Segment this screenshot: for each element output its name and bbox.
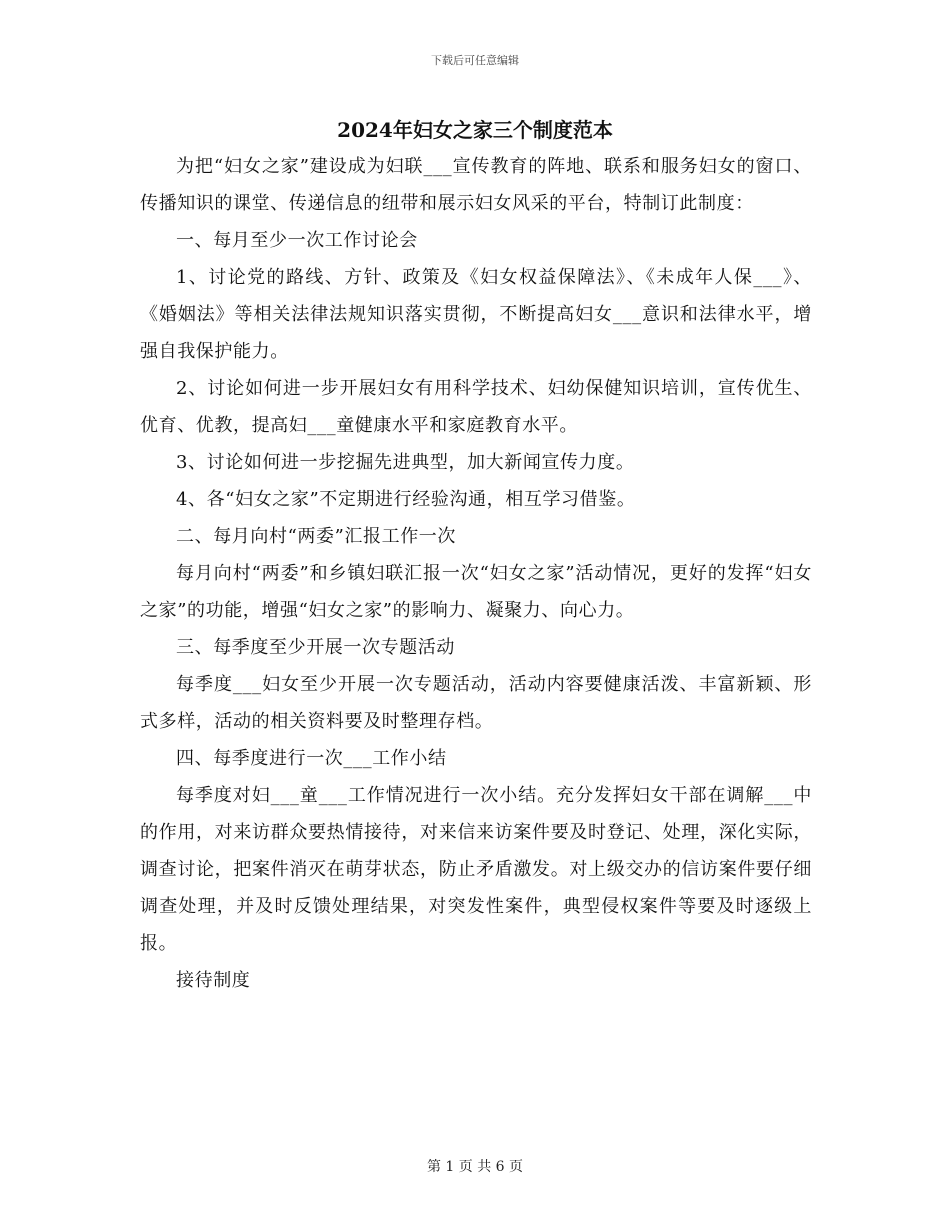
paragraph-item-3: 3、讨论如何进一步挖掘先进典型，加大新闻宣传力度。: [176, 452, 635, 473]
paragraph-intro: 为把“妇女之家”建设成为妇联___宣传教育的阵地、联系和服务妇女的窗口、传播知识的课堂、传递信息的纽带和展示妇女风采的平台，特制订此制度：: [140, 156, 812, 214]
paragraph-item-2: 2、讨论如何进一步开展妇女有用科学技术、妇幼保健知识培训，宣传优生、优育、优教，提高妇___童健康水平和家庭教育水平。: [140, 378, 812, 436]
section-heading-1: 一、每月至少一次工作讨论会: [176, 230, 418, 251]
document-title: 2024年妇女之家三个制度范本: [337, 118, 613, 142]
paragraph-section-2: 每月向村“两委”和乡镇妇联汇报一次“妇女之家”活动情况，更好的发挥“妇女之家”的功能，增强“妇女之家”的影响力、凝聚力、向心力。: [140, 563, 812, 621]
page-header-note: 下载后可任意编辑: [431, 54, 519, 67]
section-heading-3: 三、每季度至少开展一次专题活动: [176, 637, 455, 658]
paragraph-section-3: 每季度___妇女至少开展一次专题活动，活动内容要健康活泼、丰富新颖、形式多样，活动的相关资料要及时整理存档。: [140, 674, 812, 732]
section-heading-4: 四、每季度进行一次___工作小结: [176, 748, 447, 769]
paragraph-item-4: 4、各“妇女之家”不定期进行经验沟通，相互学习借鉴。: [176, 489, 636, 510]
page-number: 第 1 页 共 6 页: [426, 1159, 524, 1175]
paragraph-item-1: 1、讨论党的路线、方针、政策及《妇女权益保障法》、《未成年人保___》、《婚姻法》等相关法律法规知识落实贯彻，不断提高妇女___意识和法律水平，增强自我保护能力。: [140, 267, 812, 362]
section-heading-2: 二、每月向村“两委”汇报工作一次: [176, 526, 457, 547]
document-body: [140, 148, 812, 999]
section-heading-reception: 接待制度: [176, 970, 251, 991]
paragraph-section-4: 每季度对妇___童___工作情况进行一次小结。充分发挥妇女干部在调解___中的作用，对来访群众要热情接待，对来信来访案件要及时登记、处理，深化实际，调查讨论，把案件消灭在萌芽状态，防止矛盾激发。对上级交办的信访案件要仔细调查处理，并及时反馈处理结果，对突发性案件，典型侵权案件等要及时逐级上报。: [140, 785, 812, 954]
